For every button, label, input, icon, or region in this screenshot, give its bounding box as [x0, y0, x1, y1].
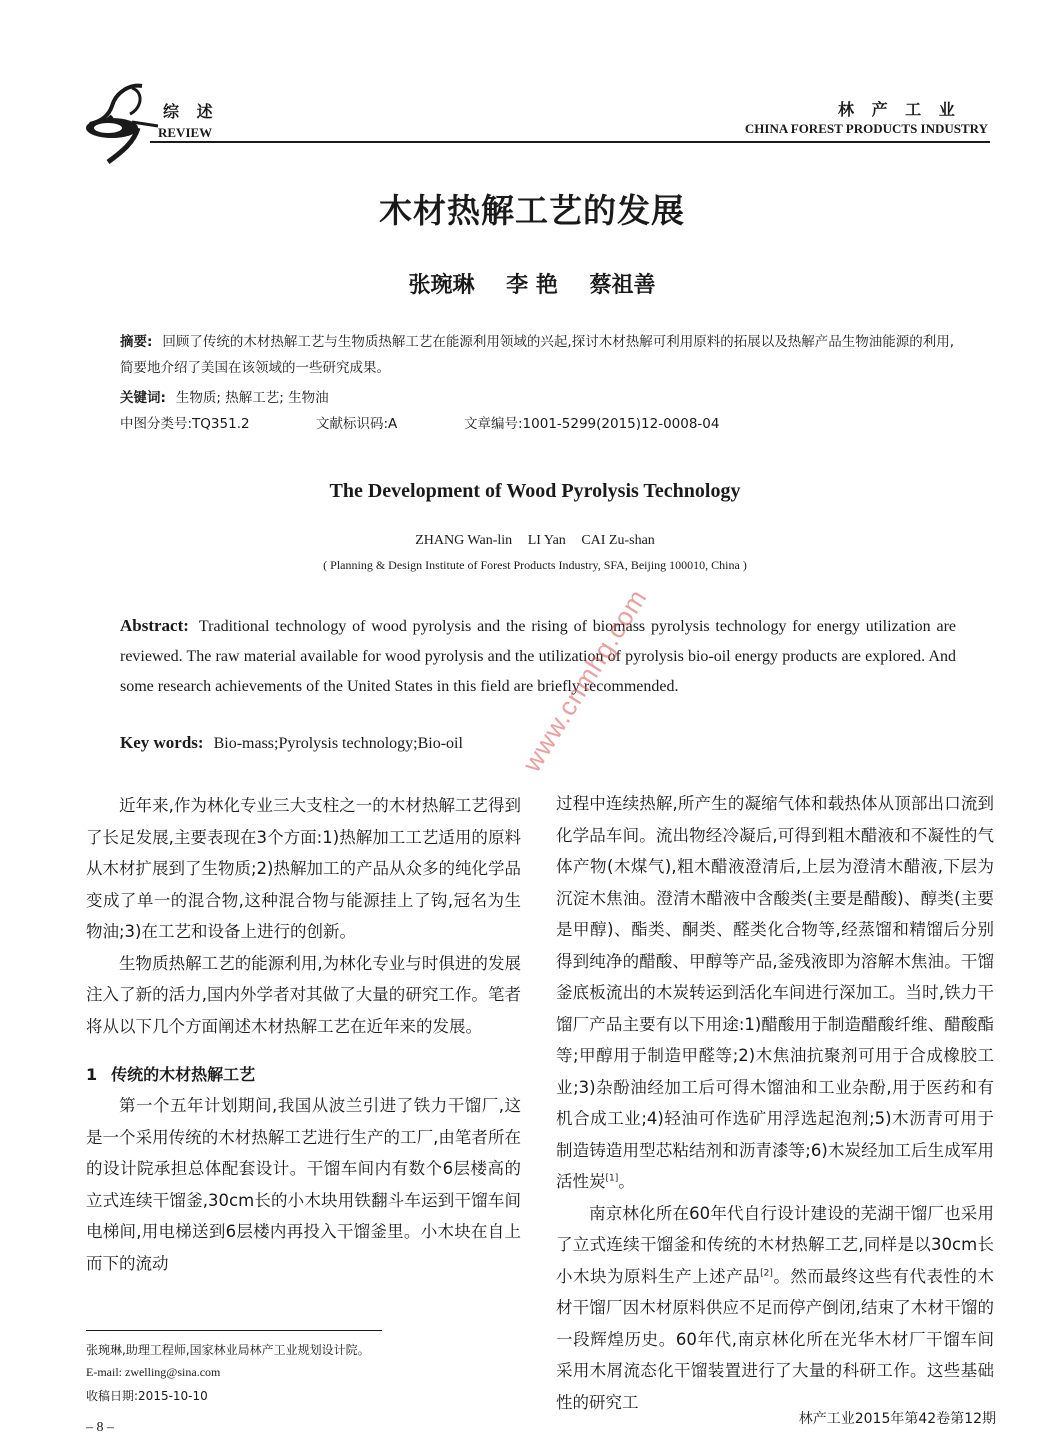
keywords-en-text: Bio-mass;Pyrolysis technology;Bio-oil: [213, 735, 463, 752]
authors-cn: [0, 268, 1050, 299]
authors-en: [0, 533, 1050, 549]
body-text: 。: [618, 1172, 635, 1191]
header-rule: [150, 141, 990, 143]
author-cn: 李 艳: [506, 272, 558, 298]
keywords-cn-text: 生物质; 热解工艺; 生物油: [175, 390, 329, 406]
keywords-cn: [120, 385, 329, 411]
article-title-cn: 木材热解工艺的发展: [379, 191, 685, 230]
article-title-en: The Development of Wood Pyrolysis Technology: [329, 480, 741, 502]
section-label-cn: 综 述: [163, 102, 219, 121]
article-number: 文章编号:1001-5299(2015)12-0008-04: [464, 416, 720, 432]
section-number: 1: [86, 1065, 98, 1084]
footnote-author: 张琬琳,助理工程师,国家林业局林产工业规划设计院。: [86, 1343, 370, 1357]
body-paragraph: 生物质热解工艺的能源利用,为林化专业与时俱进的发展注入了新的活力,国内外学者对其做了大量的研究工作。笔者将从以下几个方面阐述木材热解工艺在近年来的发展。: [86, 953, 521, 1036]
author-cn: 蔡祖善: [589, 272, 656, 298]
journal-logo-icon: [82, 82, 160, 164]
abstract-en-text: Traditional technology of wood pyrolysis and the rising of biomass pyrolysis technology for energy utilization are reviewed. The raw material available for wood pyrolysis and the utilization of pyrolysis bio-oil energy products are explored. And some research achievements of the United States in this field are briefly recommended.: [120, 618, 956, 695]
page-number: – 8 –: [86, 1420, 114, 1435]
keywords-en: [120, 733, 463, 753]
section-title: 传统的木材热解工艺: [111, 1065, 256, 1084]
footnote-email: E-mail: zwelling@sina.com: [86, 1365, 221, 1379]
abstract-cn-label: 摘要:: [120, 334, 153, 350]
journal-name-cn: 林 产 工 业: [838, 100, 961, 119]
abstract-cn: [120, 329, 956, 381]
affiliation-en: ( Planning & Design Institute of Forest Products Industry, SFA, Beijing 100010, China ): [323, 558, 747, 572]
section-label-en: REVIEW: [158, 125, 213, 140]
footnote-rule: [86, 1330, 382, 1331]
keywords-en-label: Key words:: [120, 733, 204, 752]
author-en: ZHANG Wan-lin: [415, 533, 513, 548]
section-heading: [86, 1060, 521, 1090]
journal-name-en: CHINA FOREST PRODUCTS INDUSTRY: [744, 121, 988, 136]
abstract-cn-text: 回顾了传统的木材热解工艺与生物质热解工艺在能源利用领域的兴起,探讨木材热解可利用原料的拓展以及热解产品生物油能源的利用,简要地介绍了美国在该领域的一些研究成果。: [120, 334, 954, 376]
body-column-right: [556, 788, 994, 1418]
keywords-cn-label: 关键词:: [120, 390, 166, 406]
citation-ref: [1]: [605, 1173, 619, 1184]
body-paragraph: 第一个五年计划期间,我国从波兰引进了铁力干馏厂,这是一个采用传统的木材热解工艺进行生产的工厂,由笔者所在的设计院承担总体配套设计。干馏车间内有数个6层楼高的立式连续干馏釜,30cm长的小木块用铁翻斗车运到干馏车间电梯间,用电梯送到6层楼内再投入干馏釜里。小木块在自上而下的流动: [86, 1096, 521, 1273]
watermark: www.cnmhg.com: [516, 583, 653, 778]
clc-number: 中图分类号:TQ351.2: [120, 416, 250, 432]
author-en: CAI Zu-shan: [581, 533, 655, 548]
body-text: 。然而最终这些有代表性的木材干馏厂因木材原料供应不足而停产倒闭,结束了木材干馏的一段辉煌历史。60年代,南京林化所在光华木材厂干馏车间采用木屑流态化干馏装置进行了大量的科研工作。这些基础性的研究工: [556, 1266, 995, 1412]
footnote-received: 收稿日期:2015-10-10: [86, 1389, 208, 1403]
document-code: 文献标识码:A: [316, 416, 398, 432]
author-en: LI Yan: [527, 533, 566, 548]
classification-row: [120, 411, 820, 437]
body-text: 南京林化所在60年代自行设计建设的芜湖干馏厂也采用了立式连续干馏釜和传统的木材热解工艺,同样是以30cm长小木块为原料生产上述产品: [556, 1203, 994, 1286]
citation-ref: [2]: [760, 1268, 773, 1278]
author-cn: 张琬琳: [408, 272, 475, 298]
abstract-en: [120, 611, 956, 702]
body-column-left: [86, 790, 521, 1279]
journal-issue: 林产工业2015年第42卷第12期: [798, 1411, 996, 1427]
body-paragraph: [556, 1198, 994, 1419]
abstract-en-label: Abstract:: [120, 616, 189, 635]
body-paragraph: [556, 788, 994, 1198]
body-text: 过程中连续热解,所产生的凝缩气体和载热体从顶部出口流到化学品车间。流出物经冷凝后,可得到粗木醋液和不凝性的气体产物(木煤气),粗木醋液澄清后,上层为澄清木醋液,下层为沉淀木焦油。澄清木醋液中含酸类(主要是醋酸)、醇类(主要是甲醇)、酯类、酮类、醛类化合物等,经蒸馏和精馏后分别得到纯净的醋酸、甲醇等产品,釜残液即为溶解木焦油。干馏釜底板流出的木炭转运到活化车间进行深加工。当时,铁力干馏厂产品主要有以下用途:1)醋酸用于制造醋酸纤维、醋酸酯等;甲醇用于制造甲醛等;2)木焦油抗聚剂可用于合成橡胶工业;3)杂酚油经加工后可得木馏油和工业杂酚,用于医药和有机合成工业;4)轻油可作选矿用浮选起泡剂;5)木沥青可用于制造铸造用型芯粘结剂和沥青漆等;6)木炭经加工后生成军用活性炭: [556, 794, 994, 1191]
body-paragraph: 近年来,作为林化专业三大支柱之一的木材热解工艺得到了长足发展,主要表现在3个方面:1)热解加工工艺适用的原料从木材扩展到了生物质;2)热解加工的产品从众多的纯化学品变成了单一的混合物,这种混合物与能源挂上了钩,冠名为生物油;3)在工艺和设备上进行的创新。: [86, 796, 521, 941]
